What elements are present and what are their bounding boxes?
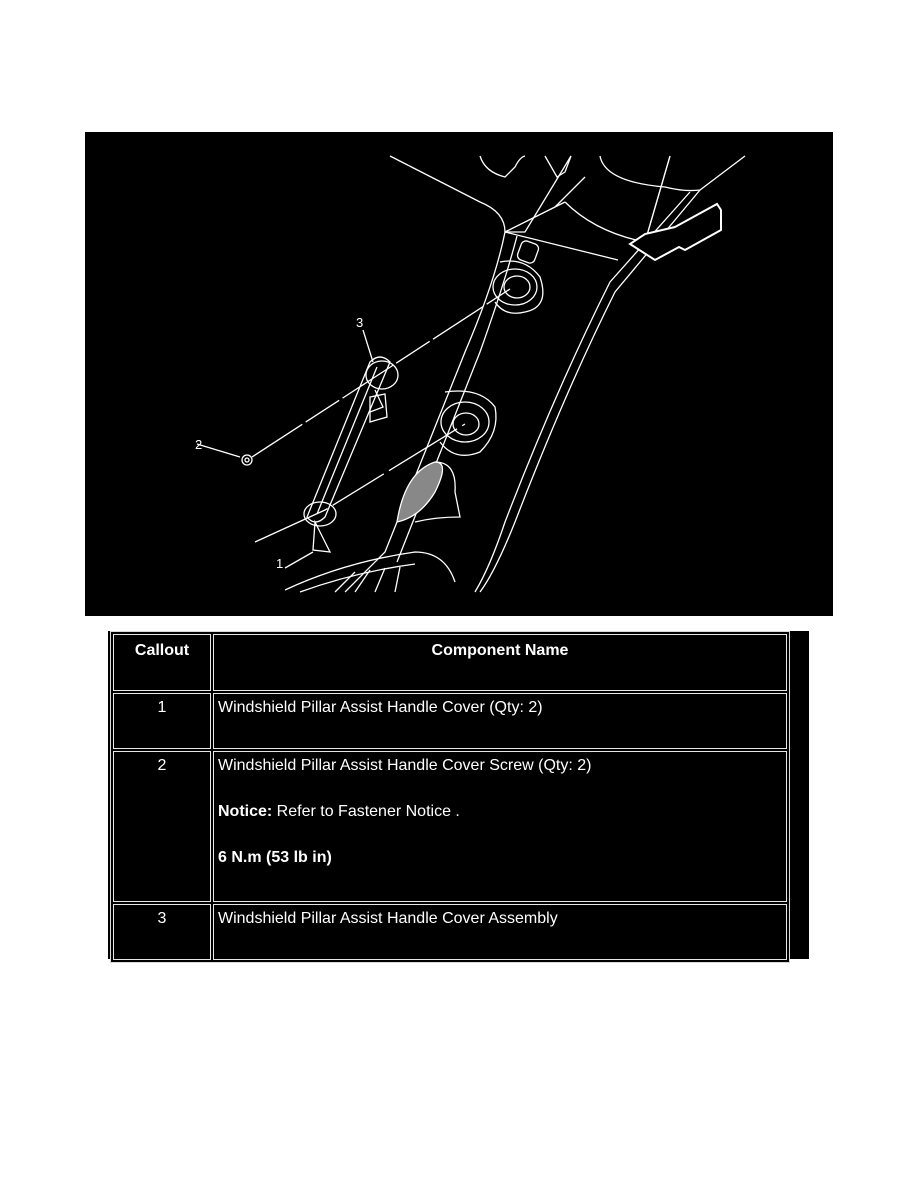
row-callout: 2	[113, 751, 211, 902]
header-callout: Callout	[113, 634, 211, 691]
row-callout: 1	[113, 693, 211, 749]
notice-text: Refer to Fastener Notice .	[272, 803, 460, 820]
row-component-name	[213, 751, 787, 902]
table-row	[113, 693, 787, 749]
row-component-name: Windshield Pillar Assist Handle Cover (Qty: 2)	[213, 693, 787, 749]
callout-1-label: 1	[276, 556, 284, 571]
header-component-name: Component Name	[213, 634, 787, 691]
table-row	[113, 904, 787, 960]
assist-handle-illustration	[85, 132, 833, 616]
notice-label: Notice:	[218, 803, 273, 820]
torque-spec: 6 N.m (53 lb in)	[218, 849, 332, 866]
table-row	[113, 751, 787, 902]
table-header-row	[113, 634, 787, 691]
callout-2-label: 2	[195, 437, 203, 452]
parts-table-container	[108, 631, 809, 959]
row-callout: 3	[113, 904, 211, 960]
parts-table	[110, 631, 790, 963]
callout-3-label: 3	[356, 315, 364, 330]
notice-line	[218, 802, 782, 821]
row-component-name: Windshield Pillar Assist Handle Cover Assembly	[213, 904, 787, 960]
component-name-text: Windshield Pillar Assist Handle Cover Screw (Qty: 2)	[218, 757, 592, 774]
